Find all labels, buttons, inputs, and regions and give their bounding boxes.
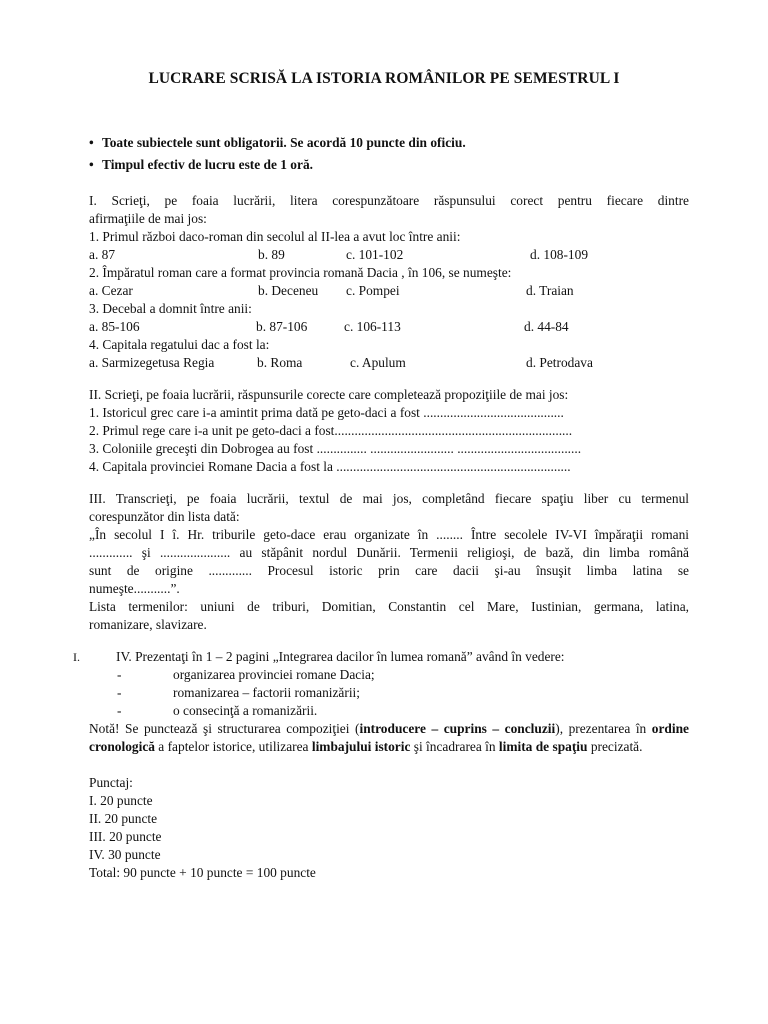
- dash-marker: -: [117, 685, 122, 700]
- section-2: [89, 386, 689, 476]
- option-c: c. 106-113: [344, 319, 401, 334]
- sub-item-text: romanizarea – factorii romanizării;: [173, 685, 360, 700]
- note-text: Notă! Se punctează şi structurarea compoziţiei (: [89, 721, 360, 736]
- option-a: a. Sarmizegetusa Regia: [89, 355, 215, 370]
- option-d: d. 44-84: [524, 319, 569, 334]
- page-title: LUCRARE SCRISĂ LA ISTORIA ROMÂNILOR PE SEMESTRUL I: [148, 70, 620, 87]
- score-heading: Punctaj:: [89, 775, 133, 790]
- question-text: 4. Capitala regatului dac a fost la:: [89, 337, 270, 352]
- option-d: d. Traian: [526, 283, 574, 298]
- option-b: b. 89: [258, 247, 285, 262]
- question-options: [89, 318, 689, 336]
- grading-note: [89, 720, 689, 756]
- score-line: IV. 30 puncte: [89, 847, 161, 862]
- question-options: [89, 282, 689, 300]
- section-1: [89, 192, 689, 372]
- fill-in-item: 1. Istoricul grec care i-a amintit prima dată pe geto-daci a fost ..........................................: [89, 405, 564, 420]
- score-total: Total: 90 puncte + 10 puncte = 100 puncte: [89, 865, 316, 880]
- section-3: [89, 490, 689, 634]
- option-b: b. 87-106: [256, 319, 308, 334]
- term-list: Lista termenilor: uniuni de triburi, Domitian, Constantin cel Mare, Iustinian, germana, latina,: [89, 599, 689, 614]
- question-text: 1. Primul război daco-roman din secolul al II-lea a avut loc între anii:: [89, 229, 461, 244]
- gap-text-line: ............. şi ..................... au stăpânit nordul Dunării. Termenii religioşi, de bază, din limba română: [89, 545, 689, 560]
- gap-text-line: sunt de origine ............. Procesul istoric prin care dacii şi-au însuşit limba latina se: [89, 563, 689, 578]
- option-c: c. Apulum: [350, 355, 406, 370]
- section-2-intro: II. Scrieţi, pe foaia lucrării, răspunsurile corecte care completează propoziţiile de mai jos:: [89, 387, 569, 402]
- sub-item-text: o consecinţă a romanizării.: [173, 703, 318, 718]
- bullet-icon: •: [89, 157, 94, 172]
- option-a: a. Cezar: [89, 283, 133, 298]
- exam-content: [73, 134, 689, 882]
- question-options: [89, 354, 689, 372]
- bullet-icon: •: [89, 135, 94, 150]
- option-a: a. 85-106: [89, 319, 140, 334]
- instruction-text: Toate subiectele sunt obligatorii. Se acordă 10 puncte din oficiu.: [102, 135, 466, 150]
- question-options: [89, 246, 689, 264]
- score-line: I. 20 puncte: [89, 793, 153, 808]
- term-list-cont: romanizare, slavizare.: [89, 617, 207, 632]
- note-bold: limbajului istoric: [311, 739, 411, 754]
- note-bold: introducere – cuprins – concluzii: [359, 721, 556, 736]
- gap-text-line: „În secolul I î. Hr. triburile geto-dace erau organizate în ........ Între secolele IV-VI împăraţii romani: [89, 527, 689, 542]
- option-c: c. 101-102: [346, 247, 404, 262]
- note-bold: ordine cronologică: [89, 721, 689, 754]
- option-b: b. Deceneu: [258, 283, 319, 298]
- instruction-text: Timpul efectiv de lucru este de 1 oră.: [102, 157, 313, 172]
- option-c: c. Pompei: [346, 283, 400, 298]
- fill-in-item: 3. Coloniile greceşti din Dobrogea au fost ............... ......................... .....................................: [89, 441, 582, 456]
- sub-item: [89, 702, 689, 720]
- section-4: [73, 648, 689, 756]
- fill-in-item: 4. Capitala provinciei Romane Dacia a fost la ......................................................................: [89, 459, 571, 474]
- note-text: ), prezentarea în: [555, 721, 647, 736]
- sub-item-text: organizarea provinciei romane Dacia;: [173, 667, 375, 682]
- sub-item: [89, 666, 689, 684]
- score-line: II. 20 puncte: [89, 811, 158, 826]
- dash-marker: -: [117, 667, 122, 682]
- option-d: d. Petrodava: [526, 355, 593, 370]
- score-line: III. 20 puncte: [89, 829, 162, 844]
- score-section: [89, 774, 689, 882]
- section-1-intro: I. Scrieţi, pe foaia lucrării, litera corespunzătoare răspunsului corect pentru fiecare dintre: [89, 193, 689, 208]
- fill-in-item: 2. Primul rege care i-a unit pe geto-daci a fost.......................................................................: [89, 423, 573, 438]
- list-number: I.: [73, 650, 80, 664]
- section-4-header: [73, 648, 689, 666]
- option-d: d. 108-109: [530, 247, 589, 262]
- section-1-intro-cont: afirmaţiile de mai jos:: [89, 211, 207, 226]
- note-text: a faptelor istorice, utilizarea: [154, 739, 312, 754]
- instruction-bullet: [89, 134, 689, 152]
- instruction-bullet: [89, 156, 689, 174]
- note-text: şi încadrarea în: [410, 739, 499, 754]
- section-3-intro: III. Transcrieţi, pe foaia lucrării, textul de mai jos, completând fiecare spaţiu liber cu termenul: [89, 491, 689, 506]
- gap-text-line: numeşte...........”.: [89, 581, 180, 596]
- section-3-intro-cont: corespunzător din lista dată:: [89, 509, 240, 524]
- sub-item: [89, 684, 689, 702]
- option-b: b. Roma: [257, 355, 303, 370]
- note-bold: spaţiu: [552, 739, 588, 754]
- section-4-intro: IV. Prezentaţi în 1 – 2 pagini „Integrarea dacilor în lumea romană” având în vedere:: [116, 649, 565, 664]
- dash-marker: -: [117, 703, 122, 718]
- option-a: a. 87: [89, 247, 116, 262]
- note-text: precizată.: [587, 739, 643, 754]
- question-text: 2. Împăratul roman care a format provincia romană Dacia , în 106, se numeşte:: [89, 265, 512, 280]
- question-text: 3. Decebal a domnit între anii:: [89, 301, 252, 316]
- note-bold: limita de: [498, 739, 550, 754]
